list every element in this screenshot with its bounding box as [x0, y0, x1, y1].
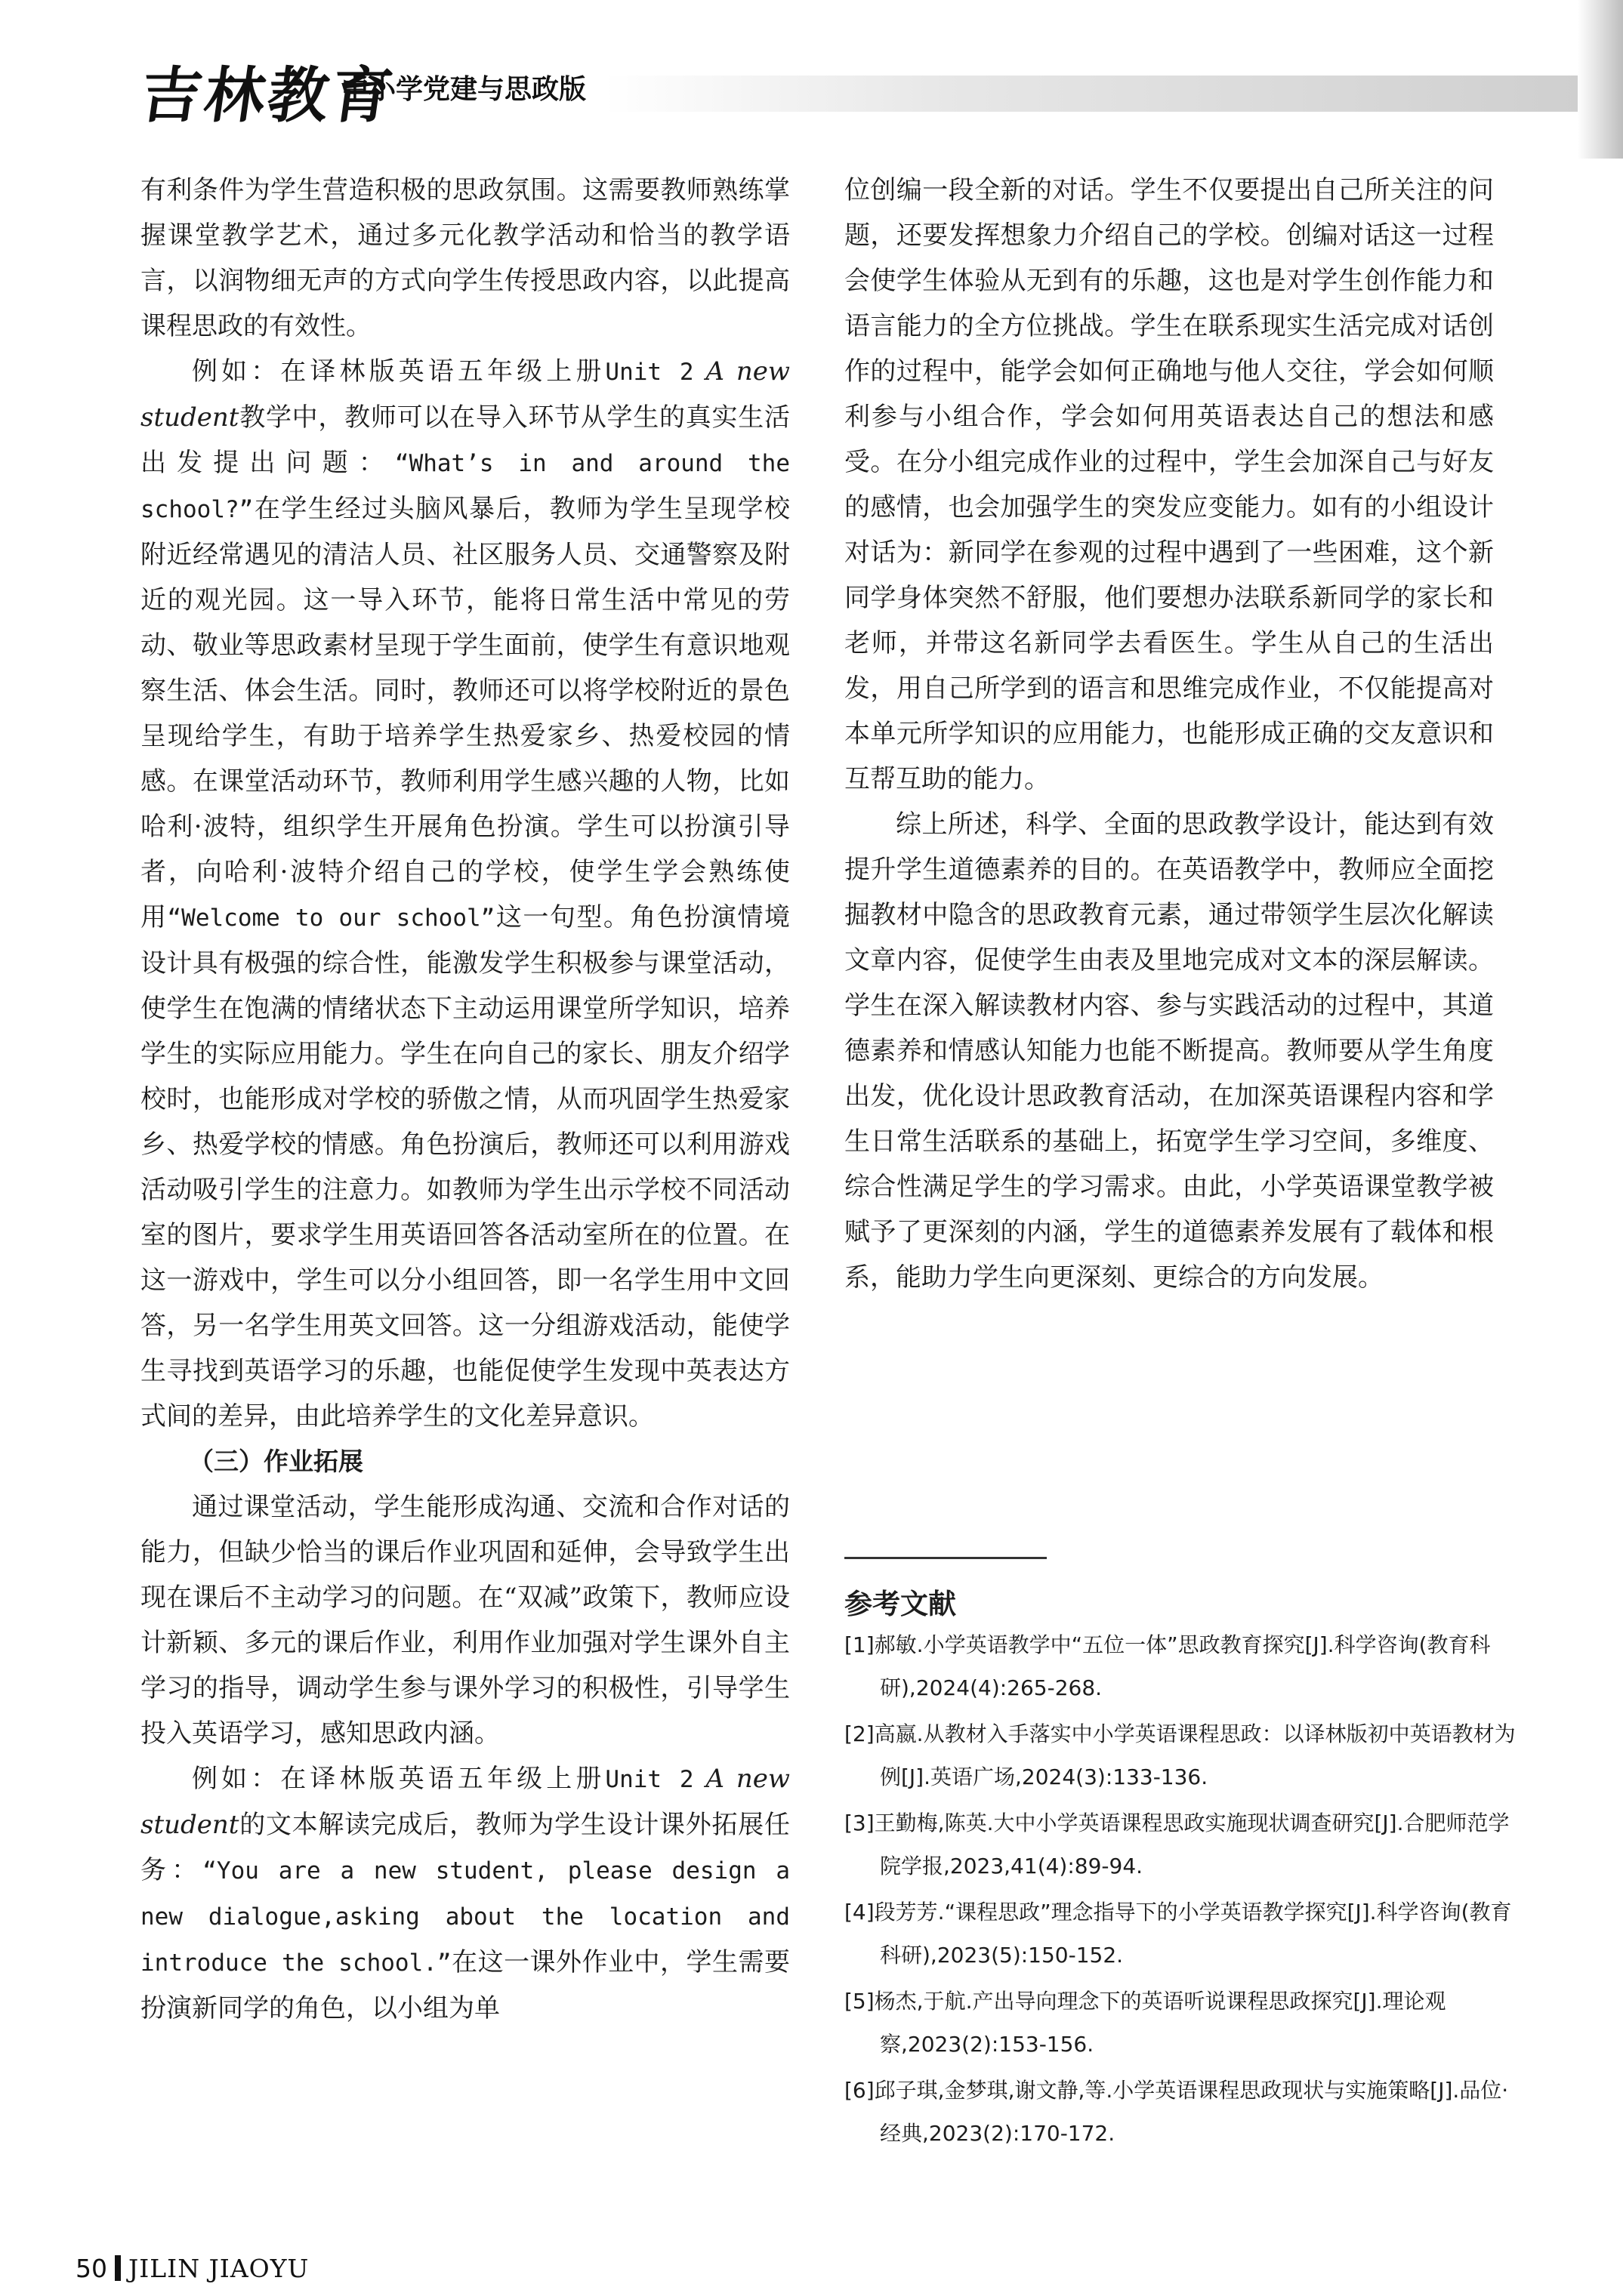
reference-item: [2]高嬴.从教材入手落实中小学英语课程思政：以译林版初中英语教材为例[J].英语广场,2024(3):133-136.	[844, 1721, 1516, 1789]
footer-separator	[115, 2255, 121, 2281]
reference-item: [1]郝敏.小学英语教学中“五位一体”思政教育探究[J].科学咨询(教育科研),2024(4):265-268.	[844, 1632, 1491, 1700]
paragraph: 综上所述，科学、全面的思政教学设计，能达到有效提升学生道德素养的目的。在英语教学中，教师应全面挖掘教材中隐含的思政教育元素，通过带领学生层次化解读文章内容，促使学生由表及里地完成对文本的深层解读。学生在深入解读教材内容、参与实践活动的过程中，其道德素养和情感认知能力也能不断提高。教师要从学生角度出发，优化设计思政教育活动，在加深英语课程内容和学生日常生活联系的基础上，拓宽学生学习空间，多维度、综合性满足学生的学习需求。由此，小学英语课堂教学被赋予了更深刻的内涵，学生的道德素养发展有了载体和根系，能助力学生向更深刻、更综合的方向发展。	[844, 809, 1494, 1293]
page-footer	[76, 2254, 309, 2283]
reference-item: [3]王勤梅,陈英.大中小学英语课程思政实施现状调查研究[J].合肥师范学院学报,2023,41(4):89-94.	[844, 1811, 1510, 1878]
page-number: 50	[76, 2254, 107, 2283]
page-header	[0, 0, 1623, 166]
paragraph: 有利条件为学生营造积极的思政氛围。这需要教师熟练掌握课堂教学艺术，通过多元化教学活动和恰当的教学语言，以润物细无声的方式向学生传授思政内容，以此提高课程思政的有效性。	[140, 175, 790, 341]
journal-edition: 中小学党建与思政版	[341, 74, 587, 105]
paragraph: 通过课堂活动，学生能形成沟通、交流和合作对话的能力，但缺少恰当的课后作业巩固和延伸，会导致学生出现在课后不主动学习的问题。在“双减”政策下，教师应设计新颖、多元的课后作业，利用作业加强对学生课外自主学习的指导，调动学生参与课外学习的积极性，引导学生投入英语学习，感知思政内涵。	[140, 1492, 790, 1749]
right-column	[844, 168, 1494, 1300]
journal-name: JILIN JIAOYU	[128, 2254, 310, 2283]
paragraph: 例如：在译林版英语五年级上册Unit 2 A new student的文本解读完成后，教师为学生设计课外拓展任务：“You are a new student, please design a new dialogue,asking about the location and introduce the school.”在这一课外作业中，学生需要扮演新同学的角色，以小组为单	[140, 1764, 791, 2023]
references-list	[844, 1623, 1517, 2158]
references-title: 参考文献	[844, 1588, 956, 1620]
references-divider	[844, 1557, 1047, 1559]
reference-item: [4]段芳芳.“课程思政”理念指导下的小学英语教学探究[J].科学咨询(教育科研),2023(5):150-152.	[844, 1900, 1512, 1968]
header-gradient-bar	[604, 76, 1578, 112]
reference-item: [6]邱子琪,金梦琪,谢文静,等.小学英语课程思政现状与实施策略[J].品位·经典,2023(2):170-172.	[844, 2078, 1509, 2146]
section-heading: （三）作业拓展	[189, 1447, 363, 1476]
paragraph: 例如：在译林版英语五年级上册Unit 2 A new student教学中，教师可以在导入环节从学生的真实生活出发提出问题：“What’s in and around the school?”在学生经过头脑风暴后，教师为学生呈现学校附近经常遇见的清洁人员、社区服务人员、交通警察及附近的观光园。这一导入环节，能将日常生活中常见的劳动、敬业等思政素材呈现于学生面前，使学生有意识地观察生活、体会生活。同时，教师还可以将学校附近的景色呈现给学生，有助于培养学生热爱家乡、热爱校园的情感。在课堂活动环节，教师利用学生感兴趣的人物，比如哈利·波特，组织学生开展角色扮演。学生可以扮演引导者，向哈利·波特介绍自己的学校，使学生学会熟练使用“Welcome to our school”这一句型。角色扮演情境设计具有极强的综合性，能激发学生积极参与课堂活动，使学生在饱满的情绪状态下主动运用课堂所学知识，培养学生的实际应用能力。学生在向自己的家长、朋友介绍学校时，也能形成对学校的骄傲之情，从而巩固学生热爱家乡、热爱学校的情感。角色扮演后，教师还可以利用游戏活动吸引学生的注意力。如教师为学生出示学校不同活动室的图片，要求学生用英语回答各活动室所在的位置。在这一游戏中，学生可以分小组回答，即一名学生用中文回答，另一名学生用英文回答。这一分组游戏活动，能使学生寻找到英语学习的乐趣，也能促使学生发现中英表达方式间的差异，由此培养学生的文化差异意识。	[140, 356, 791, 1432]
page-corner-shadow	[1578, 0, 1623, 159]
journal-logo: 吉林教育	[136, 60, 400, 131]
reference-item: [5]杨杰,于航.产出导向理念下的英语听说课程思政探究[J].理论观察,2023(2):153-156.	[844, 1989, 1446, 2057]
left-column	[140, 168, 790, 2031]
paragraph: 位创编一段全新的对话。学生不仅要提出自己所关注的问题，还要发挥想象力介绍自己的学校。创编对话这一过程会使学生体验从无到有的乐趣，这也是对学生创作能力和语言能力的全方位挑战。学生在联系现实生活完成对话创作的过程中，能学会如何正确地与他人交往，学会如何顺利参与小组合作，学会如何用英语表达自己的想法和感受。在分小组完成作业的过程中，学生会加深自己与好友的感情，也会加强学生的突发应变能力。如有的小组设计对话为：新同学在参观的过程中遇到了一些困难，这个新同学身体突然不舒服，他们要想办法联系新同学的家长和老师，并带这名新同学去看医生。学生从自己的生活出发，用自己所学到的语言和思维完成作业，不仅能提高对本单元所学知识的应用能力，也能形成正确的交友意识和互帮互助的能力。	[844, 175, 1494, 794]
